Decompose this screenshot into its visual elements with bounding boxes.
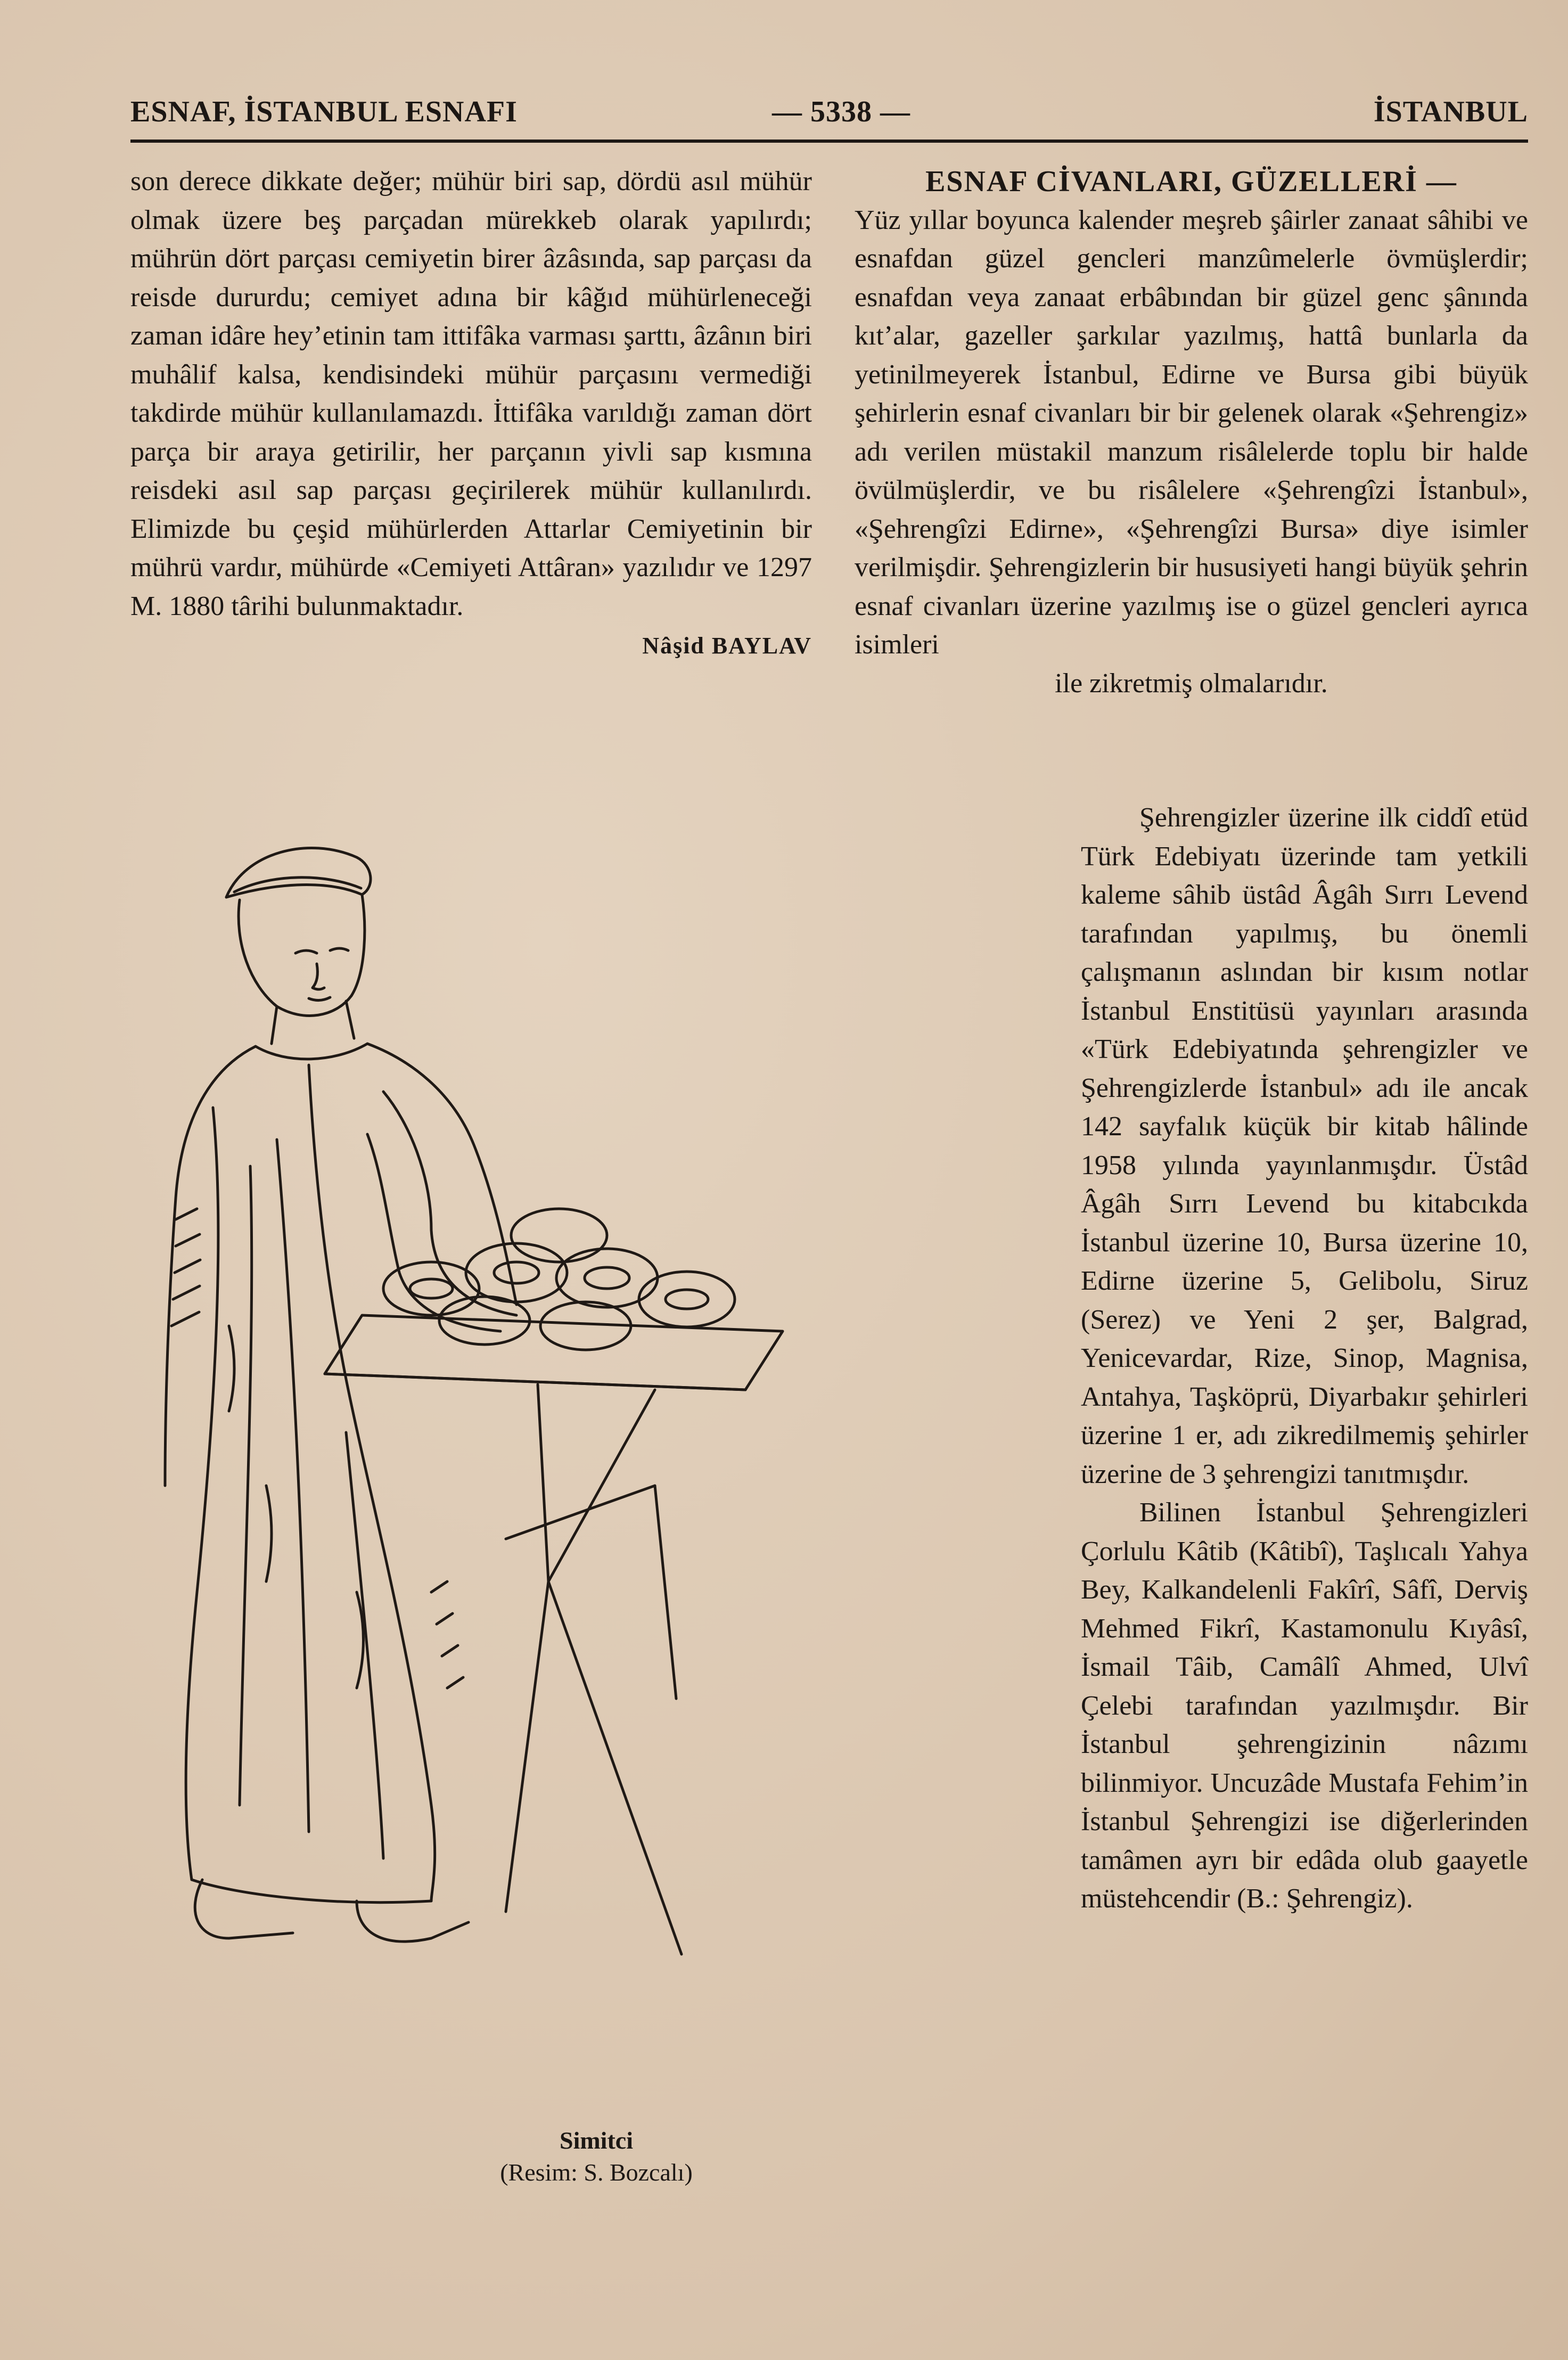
caption-credit: (Resim: S. Bozcalı) — [500, 2159, 693, 2186]
page-number: — 5338 — — [772, 95, 910, 128]
caption-title: Simitci — [560, 2127, 633, 2154]
left-paragraph: son derece dikkate değer; mühür biri sap, dördü asıl mühür olmak üzere beş parçadan mürekkeb olarak yapılırdı; mührün dört parçası cemiyetin birer âzâsında, sap parçası da reisde dururdu; cemiyet adına bir kâğıd mühürleneceği zaman idâre hey’etinin tam ittifâka varması şarttı, âzânın biri muhâlif kalsa, kendisindeki mühür parçasını vermediği takdirde mühür kullanılamazdı. İttifâka varıldığı zaman dört parça bir araya getirilir, her parçanın yivli sap kısmına reisdeki asıl sap parçası geçirilerek mühür kullanılırdı. Elimizde bu çeşid mühürlerden Attarlar Cemiyetinin bir mührü vardır, mühürde «Cemiyeti Attâran» yazılıdır ve 1297 M. 1880 târihi bulunmaktadır. — [130, 166, 812, 621]
header-rule — [130, 140, 1528, 143]
author-signature: Nâşid BAYLAV — [642, 633, 812, 659]
section-title: ESNAF CİVANLARI, GÜZELLERİ — — [925, 165, 1457, 198]
header-left-title: ESNAF, İSTANBUL ESNAFI — [130, 95, 518, 128]
header-right-title: İSTANBUL — [1373, 95, 1528, 128]
right-paragraph-1-end: ile zikretmiş olmalarıdır. — [1055, 668, 1328, 699]
right-column-bottom — [1081, 799, 1528, 1919]
simit-seller-drawing — [133, 793, 847, 2066]
right-paragraph-3: Bilinen İstanbul Şehrengizleri Çorlulu Kâtib (Kâtibî), Taşlıcalı Yahya Bey, Kalkandelenli Fakîrî, Sâfî, Derviş Mehmed Fikrî, Kastamonulu Kıyâsî, İsmail Tâib, Camâlî Ahmed, Ulvî Çelebi tarafından yazılmışdır. Bir İstanbul şehrengizinin nâzımı bilinmiyor. Uncuzâde Mustafa Fehim’in İstanbul Şehrengizi ise diğerlerinden tamâmen ayrı bir edâda olub gaayetle müstehcendir (B.: Şehrengiz). — [1081, 1497, 1528, 1914]
illustration-caption — [442, 2125, 751, 2189]
left-column — [130, 162, 812, 666]
simitci-illustration — [133, 793, 847, 2066]
right-column-top — [855, 162, 1528, 703]
right-paragraph-1: Yüz yıllar boyunca kalender meşreb şâirler zanaat sâhibi ve esnafdan güzel gencleri manzûmelerle övmüşlerdir; esnafdan veya zanaat erbâbından bir güzel genc şânında kıt’alar, gazeller şarkılar yazılmış, hattâ bunlarla da yetinilmeyerek İstanbul, Edirne ve Bursa gibi büyük şehirlerin esnaf civanları bir bir gelenek olarak «Şehrengiz» adı verilen müstakil manzum risâlelerde toplu bir halde övülmüşlerdir, ve bu risâlelere «Şehrengîzi İstanbul», «Şehrengîzi Edirne», «Şehrengîzi Bursa» diye isimler verilmişdir. Şehrengizlerin bir hususiyeti hangi büyük şehrin esnaf civanları üzerine yazılmış ise o güzel gencleri ayrıca isimleri — [855, 204, 1528, 660]
running-header — [130, 89, 1528, 137]
right-paragraph-2: Şehrengizler üzerine ilk ciddî etüd Türk Edebiyatı üzerinde tam yetkili kaleme sâhib üstâd Âgâh Sırrı Levend tarafından yapılmış, bu önemli çalışmanın aslından bir kısım notlar İstanbul Enstitüsü yayınları arasında «Türk Edebiyatında şehrengizler ve Şehrengizlerde İstanbul» adı ile ancak 142 sayfalık küçük bir kitab hâlinde 1958 yılında yayınlanmışdır. Üstâd Âgâh Sırrı Levend bu kitabcıkda İstanbul üzerine 10, Bursa üzerine 10, Edirne üzerine 5, Gelibolu, Siruz (Serez) ve Yeni 2 şer, Balgrad, Yenicevardar, Rize, Sinop, Magnisa, Antahya, Taşköprü, Diyarbakır şehirleri üzerine 1 er, adı zikredilmemiş şehirler üzerine de 3 şehrengizi tanıtmışdır. — [1081, 802, 1528, 1489]
